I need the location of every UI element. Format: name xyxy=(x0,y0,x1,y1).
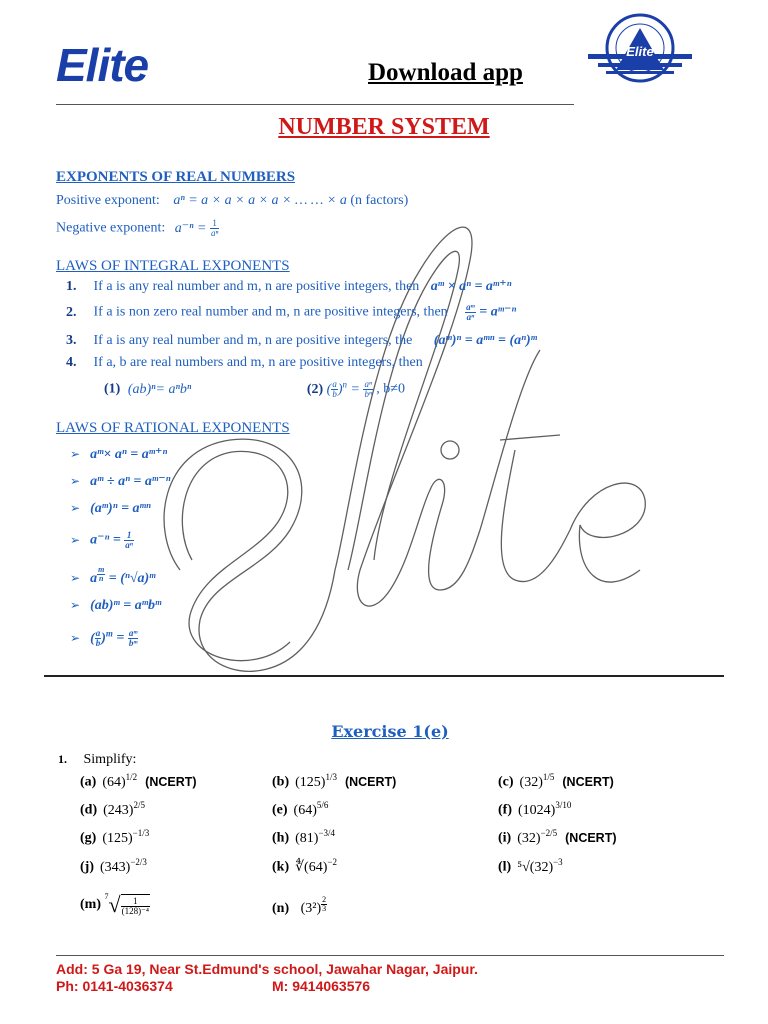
exercise-item xyxy=(272,857,337,876)
exercise-item-exponent: 2/5 xyxy=(133,800,145,810)
exercise-item-exponent: −1/3 xyxy=(132,828,150,838)
exercise-item-exponent: 1/2 xyxy=(125,772,138,782)
exercise-item-label: (d) xyxy=(80,802,98,818)
rational-law-7: ➢ ( $\frac{a}{b}$ )$^m$ = $\frac{\text{aᵐ}}{\text{bᵐ}}$ xyxy=(70,627,138,648)
exercise-item-label: (c) xyxy=(498,774,514,790)
exercise-item xyxy=(80,800,145,819)
exercise-item-exponent: −2 xyxy=(327,857,337,867)
exercise-item-expression: (64) xyxy=(293,802,317,818)
exercise-item-exponent: −2/5 xyxy=(540,828,558,838)
exercise-item-label: (k) xyxy=(272,859,290,875)
svg-text:Elite: Elite xyxy=(626,44,654,59)
exercise-item-expression: ∜(64) xyxy=(295,859,328,875)
header-divider xyxy=(56,104,574,105)
negative-exponent-row: Negative exponent: a⁻ⁿ = $\frac{1}{\text{aⁿ}}$ xyxy=(56,218,219,238)
question-1: 1. Simplify: xyxy=(58,752,137,767)
exercise-item-exponent: 1/5 xyxy=(542,772,555,782)
exercise-item-expression: (125) xyxy=(102,830,133,846)
exercise-item xyxy=(498,857,563,876)
exercise-item xyxy=(498,828,617,847)
exercise-item-exponent: 5/6 xyxy=(316,800,329,810)
positive-exponent-row: Positive exponent: aⁿ = a × a × a × a × … … × a (n factors) xyxy=(56,193,409,208)
exercise-item-expression: (81) xyxy=(295,830,319,846)
footer-divider xyxy=(56,955,724,956)
exercise-item-exponent: 1/3 xyxy=(325,772,337,782)
exercise-item xyxy=(80,828,149,847)
exercise-item-exponent: −2/3 xyxy=(130,857,147,867)
exercise-item xyxy=(498,800,571,819)
rational-law-1: ➢ aᵐ× aⁿ = aᵐ⁺ⁿ xyxy=(70,447,168,462)
exercise-item xyxy=(272,800,328,819)
footer-address: Add: 5 Ga 19, Near St.Edmund's school, Jawahar Nagar, Jaipur. xyxy=(56,961,478,977)
exercise-item-label: (b) xyxy=(272,774,290,790)
integral-law-3: 3. If a is any real number and m, n are positive integers, the (aᵐ)ⁿ = aᵐⁿ = (aⁿ)ᵐ xyxy=(66,333,537,348)
integral-law-1: 1. If a is any real number and m, n are positive integers, then aᵐ × aⁿ = aᵐ⁺ⁿ xyxy=(66,279,512,294)
footer-phone: Ph: 0141-4036374 xyxy=(56,978,173,994)
exercise-item-label: (h) xyxy=(272,830,290,846)
integral-laws-heading: LAWS OF INTEGRAL EXPONENTS xyxy=(56,258,290,274)
exercise-item-label: (l) xyxy=(498,859,512,875)
ncert-tag: (NCERT) xyxy=(344,774,397,789)
exercise-item-label: (a) xyxy=(80,774,97,790)
download-app-link[interactable]: Download app xyxy=(368,59,523,86)
exercise-item-label: (g) xyxy=(80,830,97,846)
exercise-item-expression: (64) xyxy=(102,774,126,790)
exercise-item-expression: (343) xyxy=(100,859,131,875)
integral-law-4: 4. If a, b are real numbers and m, n are positive integers, then xyxy=(66,355,423,370)
exercise-item-exponent: 3/10 xyxy=(555,800,572,810)
elite-logo: Elite xyxy=(56,39,149,91)
exercise-item-expression: (243) xyxy=(103,802,134,818)
ncert-tag: (NCERT) xyxy=(565,830,617,845)
rational-law-5: ➢ a $^{\frac{m}{n}}$ = (ⁿ√a)ᵐ xyxy=(70,565,156,587)
exercise-item-expression: ⁵√(32) xyxy=(517,859,554,875)
rational-law-2: ➢ aᵐ ÷ aⁿ = aᵐ⁻ⁿ xyxy=(70,474,171,489)
exercise-item-expression: (32) xyxy=(519,774,543,790)
exercise-item-expression: (32) xyxy=(517,830,541,846)
exercise-item xyxy=(80,857,147,876)
rational-laws-heading: LAWS OF RATIONAL EXPONENTS xyxy=(56,420,290,436)
exercise-item-exponent: −3 xyxy=(553,857,563,867)
footer-mobile: M: 9414063576 xyxy=(272,978,371,994)
exercise-item-expression: (125) xyxy=(295,774,326,790)
integral-law-4-sub: (1) (ab)ⁿ= aⁿbⁿ (2) ( $\frac{a}{b}$ )$^n$ = $\frac{\text{aⁿ}}{\text{bⁿ}}$ , b≠0 xyxy=(104,378,405,399)
ncert-tag: (NCERT) xyxy=(145,774,197,789)
ncert-tag: (NCERT) xyxy=(562,774,614,789)
exercise-item-m: (m) $^7$√ $\frac{1}{\text{(128)⁻⁴}}$ xyxy=(80,892,149,917)
exercise-item xyxy=(272,772,396,791)
exercise-item-label: (i) xyxy=(498,830,512,846)
exercise-item xyxy=(498,772,614,791)
exercise-item-expression: (1024) xyxy=(518,802,556,818)
rational-law-4: ➢ a⁻ⁿ = $\frac{1}{\text{aⁿ}}$ xyxy=(70,530,133,550)
exercise-item-n: (n) (3²) $^{\frac{2}{3}}$ xyxy=(272,895,327,917)
exponents-heading: EXPONENTS OF REAL NUMBERS xyxy=(56,169,296,185)
exercise-item-exponent: −3/4 xyxy=(318,828,336,838)
exercise-item-label: (e) xyxy=(272,802,288,818)
rational-law-3: ➢ (aᵐ)ⁿ = aᵐⁿ xyxy=(70,501,151,516)
elite-badge-icon xyxy=(584,12,696,88)
rational-law-6: ➢ (ab)ᵐ = aᵐbᵐ xyxy=(70,598,162,613)
section-divider xyxy=(44,675,724,677)
exercise-title: Exercise 1(e) xyxy=(331,722,449,741)
exercise-item-label: (j) xyxy=(80,859,94,875)
exercise-item-label: (f) xyxy=(498,802,512,818)
exercise-item xyxy=(272,828,335,847)
exercise-item xyxy=(80,772,197,791)
integral-law-2: 2. If a is non zero real number and m, n are positive integers, then $\frac{\text{aᵐ}}{\text{aⁿ}}$ = aᵐ⁻ⁿ xyxy=(66,302,517,322)
page-title: NUMBER SYSTEM xyxy=(278,114,490,140)
